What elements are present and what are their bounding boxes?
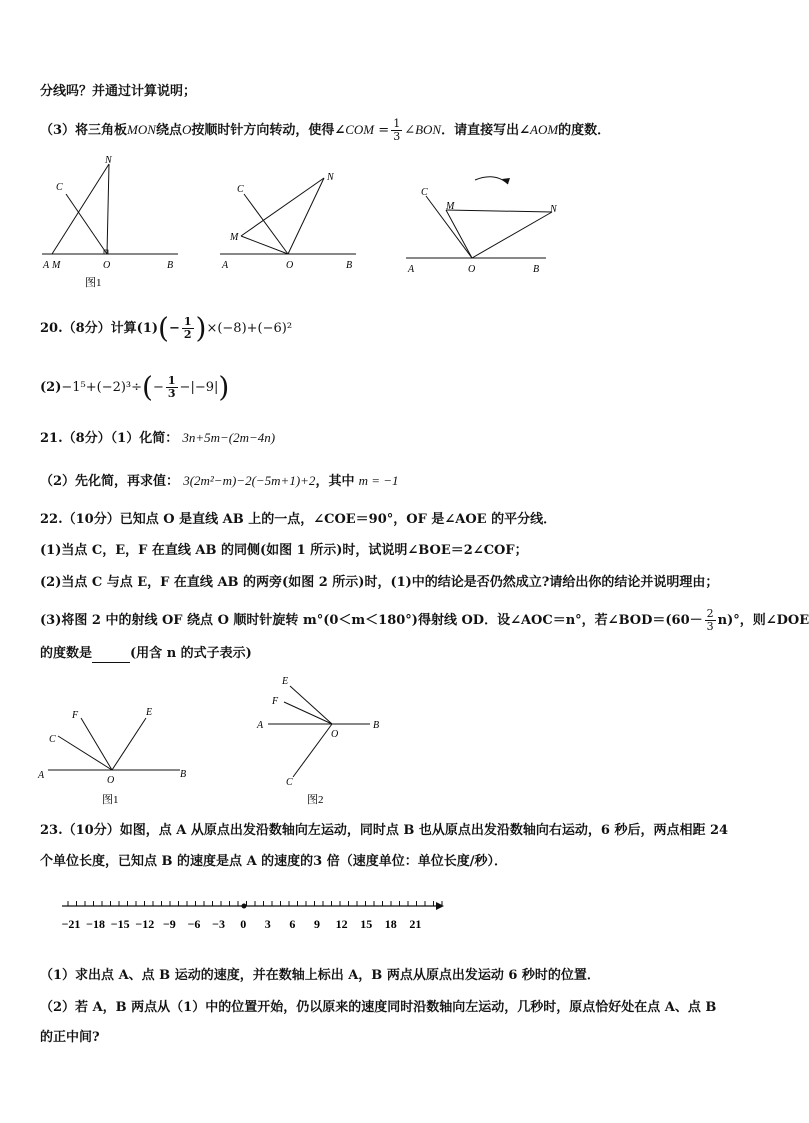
paren: ( — [142, 370, 153, 404]
text: 按顺时针方向转动，使得∠ — [191, 123, 346, 138]
figure-caption: 图1 — [85, 277, 102, 289]
paren: ) — [195, 311, 207, 345]
tick-label: 9 — [314, 917, 320, 931]
q22-part1: (1)当点 C，E，F 在直线 AB 的同侧(如图 1 所示)时，试说明∠BOE＝2∠COF； — [40, 543, 528, 558]
q22-part3-a: (3)将图 2 中的射线 OF 绕点 O 顺时针旋转 m°(0＜m＜180°)得射线 OD．设∠AOC＝n°，若∠BOD＝(60－ — [40, 613, 703, 628]
label-b: B — [180, 769, 187, 780]
math-bon: ∠BON — [404, 122, 442, 137]
label-o: O — [107, 775, 115, 786]
q22-part3 — [40, 608, 809, 633]
q23-line1: 23.（10分）如图，点 A 从原点出发沿数轴向左运动，同时点 B 也从原点出发沿数轴向右运动，6 秒后，两点相距 24 — [40, 823, 729, 838]
q21-part2 — [40, 472, 399, 491]
label-n: N — [105, 155, 112, 166]
arrow-right-icon — [436, 902, 444, 910]
q20-part2-head: (2) — [40, 380, 62, 395]
label-o: O — [286, 260, 294, 271]
minus: − — [168, 321, 180, 336]
label-c: C — [421, 187, 428, 198]
label-o: O — [468, 264, 476, 275]
fraction-one-half — [182, 316, 194, 341]
label-a: A — [43, 260, 50, 271]
q21-cond-prefix: ，其中 — [315, 474, 355, 489]
minus: − — [152, 380, 164, 395]
label-b: B — [533, 264, 540, 275]
q22-part3-c-b: (用含 n 的式子表示) — [130, 646, 252, 661]
paren: ( — [158, 311, 169, 345]
label-a: A — [38, 770, 45, 781]
rotation-arrow-icon — [475, 177, 508, 184]
figure-caption: 图1 — [102, 794, 119, 806]
text: ．请直接写出∠ — [441, 123, 530, 138]
q22-figure2 — [256, 676, 379, 806]
label-m: M — [446, 201, 455, 212]
tick-label: 18 — [384, 917, 397, 931]
q21-condition: m = −1 — [358, 473, 399, 488]
label-a: A — [222, 260, 229, 271]
tick-label: 6 — [289, 917, 296, 931]
tick-label: −9 — [162, 917, 176, 931]
q22-head: 22.（10分）已知点 O 是直线 AB 上的一点，∠COE＝90°，OF 是∠AOE 的平分线． — [40, 512, 557, 527]
tick-label: −12 — [135, 917, 155, 931]
label-b: B — [373, 720, 380, 731]
q22-part3-b: n)°，则∠DOE — [717, 613, 809, 628]
tick-label: 21 — [409, 917, 422, 931]
q21-part2-head: （2）先化简，再求值： — [40, 474, 180, 489]
origin-dot — [242, 904, 247, 909]
label-o: O — [331, 729, 339, 740]
label-o: O — [103, 260, 111, 271]
q23-part2-cont: 的正中间? — [40, 1030, 100, 1045]
q19-figure1 — [42, 155, 178, 289]
q21-head: 21.（8分）（1）化简： — [40, 431, 179, 446]
q22-figures — [30, 672, 410, 812]
text: 的度数． — [558, 123, 611, 138]
numerator: 2 — [706, 607, 714, 620]
label-m: M — [230, 232, 239, 243]
denominator: 2 — [183, 328, 192, 341]
q19-figure2 — [220, 172, 356, 271]
math-aom: AOM — [530, 122, 559, 137]
fraction-one-third — [391, 118, 402, 143]
equals: = — [378, 123, 390, 138]
label-c: C — [49, 734, 56, 745]
q20-part2 — [40, 370, 230, 404]
label-m: M — [52, 260, 61, 271]
figure-caption: 图2 — [307, 794, 324, 806]
tick-label: 12 — [335, 917, 348, 931]
tick-label: 3 — [264, 917, 271, 931]
denominator: 3 — [393, 130, 401, 143]
math-com: COM — [345, 122, 375, 137]
numerator: 1 — [393, 117, 401, 130]
q21-expr1: 3n+5m−(2m−4n) — [182, 430, 276, 445]
label-n: N — [327, 172, 334, 183]
label-c: C — [56, 182, 63, 193]
label-f: F — [272, 696, 279, 707]
denominator: 3 — [706, 620, 714, 633]
label-a: A — [257, 720, 264, 731]
q20-head: 20.（8分）计算(1) — [40, 321, 159, 336]
q20-expr1-rest: ×(−8)+(−6)² — [206, 321, 293, 336]
q22-part3-cont — [40, 645, 252, 663]
tick-label: −6 — [187, 917, 201, 931]
tick-label: 0 — [240, 917, 247, 931]
fraction-two-thirds — [705, 608, 716, 633]
q19-continuation: 分线吗？并通过计算说明； — [40, 84, 197, 99]
label-a: A — [408, 264, 415, 275]
q23-part1: （1）求出点 A、点 B 运动的速度，并在数轴上标出 A，B 两点从原点出发运动 6 秒时的位置． — [40, 968, 600, 983]
numerator: 1 — [167, 374, 176, 387]
math-mon: MON — [127, 122, 156, 137]
label-c: C — [237, 184, 244, 195]
q23-part2: （2）若 A，B 两点从（1）中的位置开始，仍以原来的速度同时沿数轴向左运动，几秒时，原点恰好处在点 A、点 B — [40, 1000, 717, 1015]
text: 绕点 — [155, 123, 182, 138]
paren: ) — [218, 370, 230, 404]
q21-expr2: 3(2m²−m)−2(−5m+1)+2 — [183, 473, 316, 488]
label-e: E — [146, 707, 153, 718]
tick-label: −21 — [61, 917, 81, 931]
number-line — [40, 890, 460, 940]
label-f: F — [72, 710, 79, 721]
label-n: N — [550, 204, 557, 215]
math-o: O — [181, 122, 192, 137]
label-e: E — [282, 676, 289, 687]
q19-figure3 — [406, 177, 558, 275]
tick-label: −15 — [110, 917, 130, 931]
q21-part1 — [40, 429, 275, 448]
numerator: 1 — [183, 315, 192, 328]
q19-part3-prefix: （3）将三角板 — [40, 123, 128, 138]
fraction-one-third — [166, 375, 178, 400]
q20-expr2-a: −1⁵+(−2)³÷ — [61, 380, 143, 395]
answer-blank[interactable] — [92, 648, 130, 663]
q22-part3-c-a: 的度数是 — [40, 646, 93, 661]
q22-part2: (2)当点 C 与点 E，F 在直线 AB 的两旁(如图 2 所示)时，(1)中的结论是否仍然成立?请给出你的结论并说明理由； — [40, 575, 719, 590]
q19-figures — [30, 150, 590, 290]
q20-expr2-rest: −|−9| — [179, 380, 219, 395]
label-b: B — [346, 260, 353, 271]
label-b: B — [167, 260, 174, 271]
q23-line2: 个单位长度，已知点 B 的速度是点 A 的速度的3 倍（速度单位：单位长度/秒）． — [40, 854, 507, 869]
tick-label: −18 — [86, 917, 106, 931]
q20-part1 — [40, 311, 293, 345]
tick-label: −3 — [212, 917, 226, 931]
q22-figure1 — [37, 707, 186, 806]
q19-part3 — [40, 118, 610, 143]
tick-label: 15 — [360, 917, 373, 931]
label-c: C — [286, 777, 293, 788]
denominator: 3 — [167, 387, 176, 400]
